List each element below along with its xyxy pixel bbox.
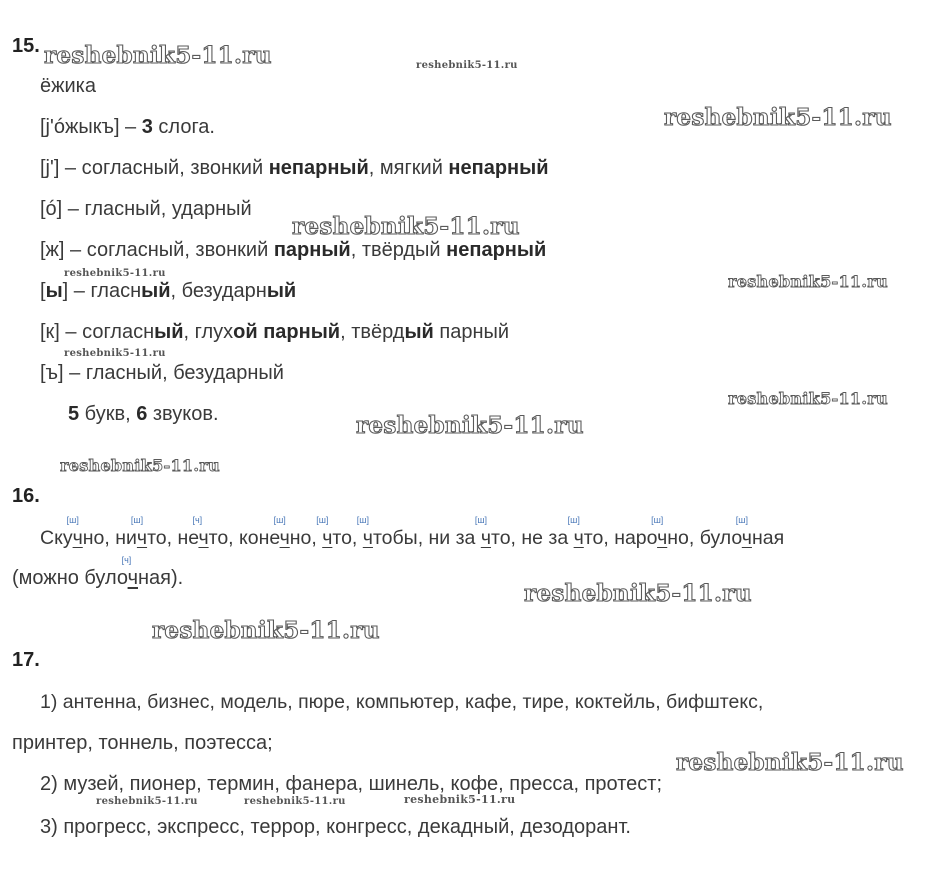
exercise-17-number: 17.: [12, 649, 40, 671]
ex16-text: ная).: [138, 567, 184, 589]
ex16-text: то, наро: [583, 527, 658, 549]
ex16-transcription-tag: [ш]: [316, 515, 329, 525]
ex15-sound-j: [j'] – согласный, звонкий непарный, мягкий непарный: [40, 157, 549, 179]
watermark: reshebnik5-11.ru: [728, 272, 888, 291]
ex15-sound-zh: [ж] – согласный, звонкий парный, твёрдый непарный: [40, 239, 547, 261]
ex16-text: но,: [82, 527, 116, 549]
ex15-sound-y: [ы] – гласный, безударный: [40, 280, 297, 302]
ex16-underlined-letter: ч [ш]: [474, 515, 491, 549]
ex16-text: Ску: [40, 527, 73, 549]
ex16-transcription-tag: [ш]: [273, 515, 286, 525]
ex16-transcription-tag: [ш]: [474, 515, 488, 525]
ex16-text: но, було: [667, 527, 742, 549]
ex17-line-1: 1) антенна, бизнес, модель, пюре, компьютер, кафе, тире, коктейль, бифштекс,: [40, 691, 764, 713]
ex16-underlined-letter: ч [ш]: [735, 515, 752, 549]
ex16-line-2: [12, 555, 184, 590]
ex16-text: коне: [239, 527, 280, 549]
watermark: reshebnik5-11.ru: [356, 412, 584, 439]
ex15-count: 5 букв, 6 звуков.: [68, 403, 219, 425]
ex16-text: ни: [115, 527, 137, 549]
ex16-text: не: [177, 527, 199, 549]
watermark: reshebnik5-11.ru: [664, 104, 892, 131]
ex16-underlined-letter: ч [ш]: [356, 515, 373, 549]
ex16-transcription-tag: [ш]: [735, 515, 749, 525]
ex16-underlined-letter: ч [ч]: [192, 515, 209, 549]
watermark: reshebnik5-11.ru: [60, 456, 220, 475]
ex17-line-4: 3) прогресс, экспресс, террор, конгресс, декадный, дезодорант.: [40, 816, 631, 838]
ex17-line-3: 2) музей, пионер, термин, фанера, шинель, кофе, пресса, протест;: [40, 773, 663, 795]
ex16-transcription-tag: [ш]: [130, 515, 144, 525]
ex16-text: то,: [332, 527, 363, 549]
watermark: reshebnik5-11.ru: [292, 213, 520, 240]
watermark: reshebnik5-11.ru: [64, 348, 166, 359]
watermark: reshebnik5-11.ru: [44, 42, 272, 69]
watermark: reshebnik5-11.ru: [244, 796, 346, 807]
exercise-15-number: 15.: [12, 35, 40, 57]
ex16-transcription-tag: [ш]: [356, 515, 370, 525]
ex16-underlined-letter: ч [ш]: [273, 515, 290, 549]
ex16-text: (можно було: [12, 567, 128, 589]
watermark: reshebnik5-11.ru: [524, 580, 752, 607]
watermark: reshebnik5-11.ru: [152, 617, 380, 644]
ex16-transcription-tag: [ч]: [121, 555, 132, 565]
ex15-sound-er: [ъ] – гласный, безударный: [40, 362, 284, 384]
ex16-transcription-tag: [ш]: [66, 515, 79, 525]
ex15-sound-o: [ó] – гласный, ударный: [40, 198, 252, 220]
ex16-underlined-letter: ч [ш]: [651, 515, 668, 549]
ex16-underlined-letter: ч [ш]: [567, 515, 584, 549]
watermark: reshebnik5-11.ru: [404, 793, 516, 806]
watermark: reshebnik5-11.ru: [676, 749, 904, 776]
ex15-transcription: [j'óжыкъ] – 3 слога.: [40, 116, 215, 138]
ex15-word: ёжика: [40, 75, 96, 97]
ex16-text: то, не за: [490, 527, 574, 549]
watermark: reshebnik5-11.ru: [728, 389, 888, 408]
ex15-sound-k: [к] – согласный, глухой парный, твёрдый парный: [40, 321, 510, 343]
ex16-underlined-letter: ч [ч]: [121, 555, 138, 589]
ex16-underlined-letter: ч [ш]: [130, 515, 148, 549]
ex16-text: ная: [751, 527, 785, 549]
ex16-text: то,: [147, 527, 178, 549]
ex16-transcription-tag: [ш]: [651, 515, 664, 525]
ex16-transcription-tag: [ч]: [192, 515, 203, 525]
exercise-16-number: 16.: [12, 485, 40, 507]
watermark: reshebnik5-11.ru: [416, 60, 518, 71]
ex17-line-2: принтер, тоннель, поэтесса;: [12, 732, 273, 754]
ex16-text: но,: [289, 527, 323, 549]
watermark: reshebnik5-11.ru: [64, 268, 166, 279]
ex16-transcription-tag: [ш]: [567, 515, 580, 525]
ex16-text: то,: [208, 527, 240, 549]
ex16-underlined-letter: ч [ш]: [66, 515, 83, 549]
ex16-text: тобы, ни за: [372, 527, 481, 549]
ex16-underlined-letter: ч [ш]: [316, 515, 333, 549]
watermark: reshebnik5-11.ru: [96, 796, 198, 807]
ex16-line-1: [40, 515, 785, 550]
